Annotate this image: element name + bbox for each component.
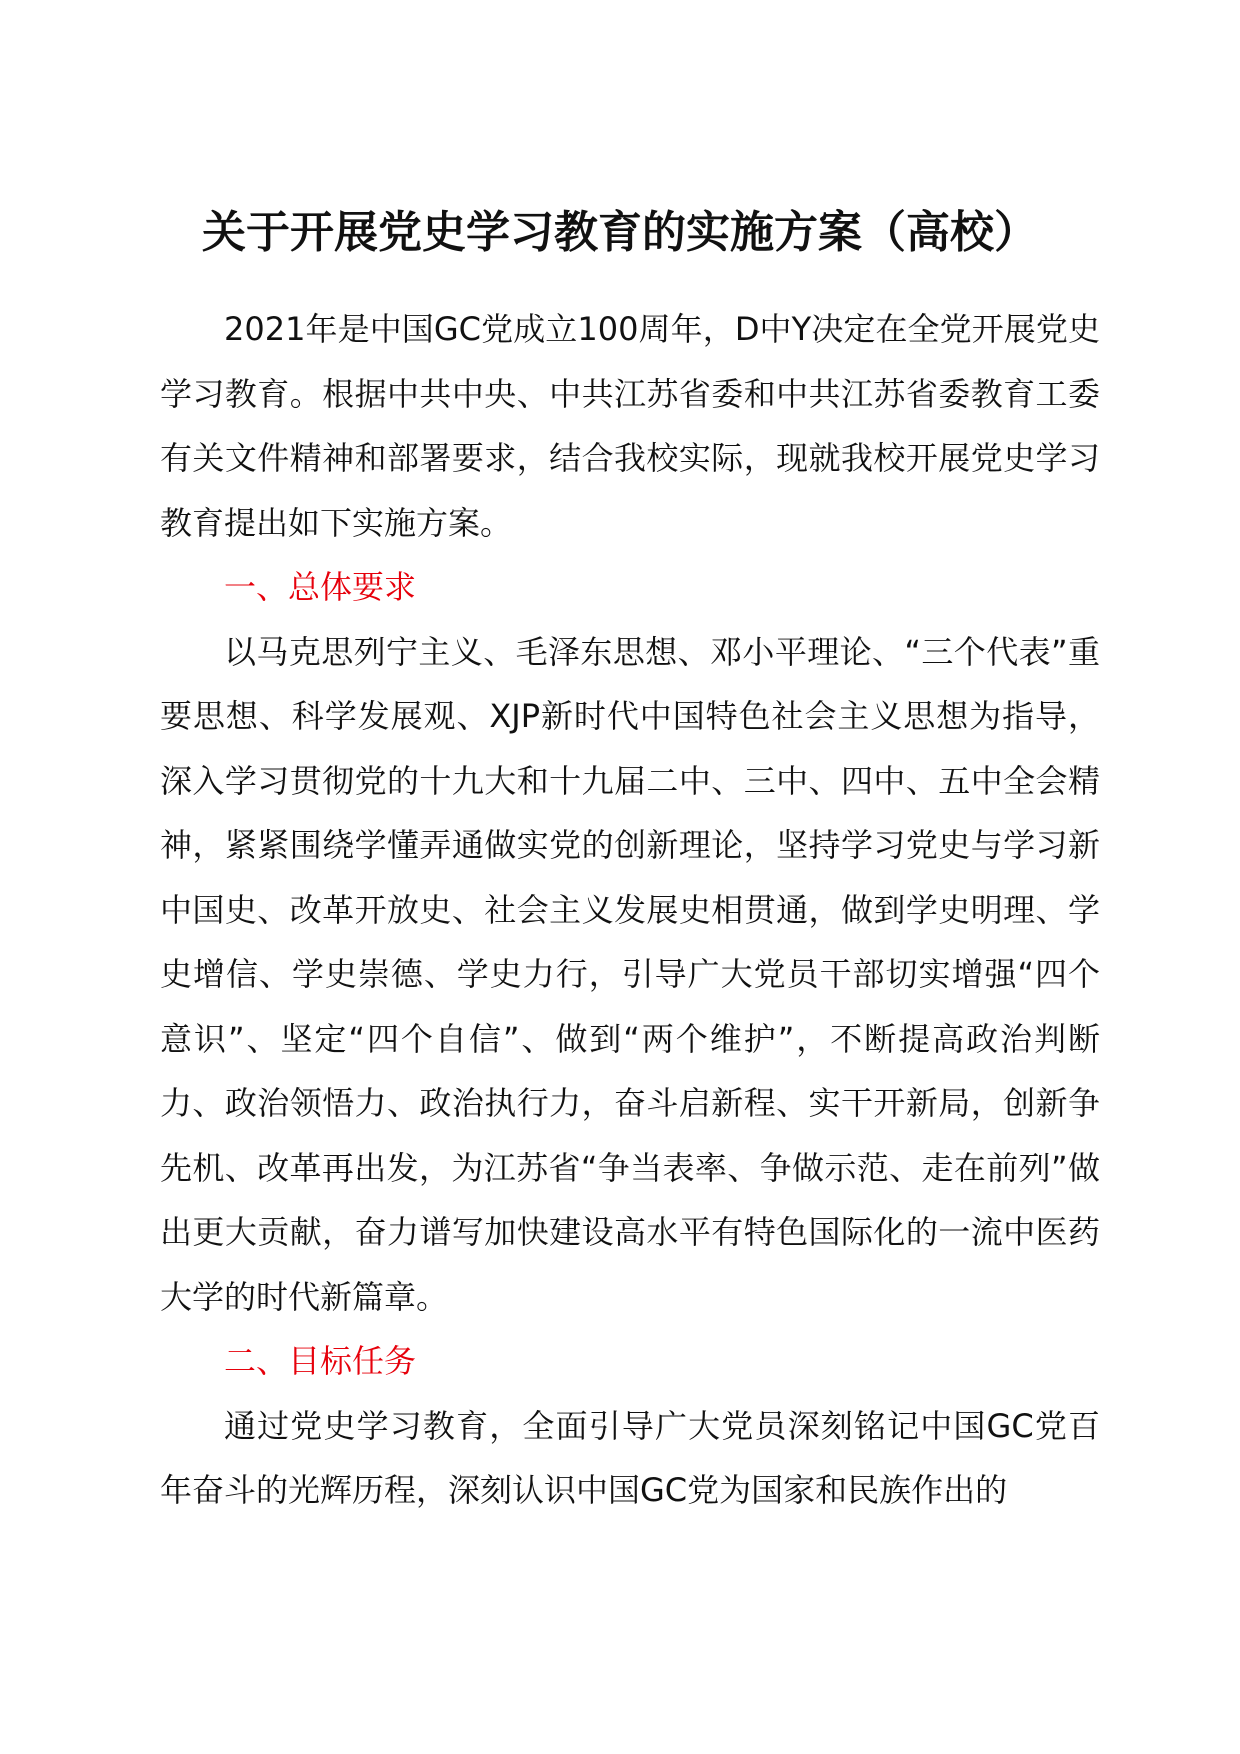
goals-tasks-paragraph: 通过党史学习教育，全面引导广大党员深刻铭记中国GC党百年奋斗的光辉历程，深刻认识中国GC党为国家和民族作出的 — [160, 1406, 1100, 1509]
section-heading-goals-tasks: 二、目标任务 — [224, 1342, 417, 1380]
document-title: 关于开展党史学习教育的实施方案（高校） — [202, 207, 1038, 258]
intro-paragraph: 2021年是中国GC党成立100周年，D中Y决定在全党开展党史学习教育。根据中共中央、中共江苏省委和中共江苏省委教育工委有关文件精神和部署要求，结合我校实际，现就我校开展党史学习教育提出如下实施方案。 — [160, 310, 1100, 542]
section-heading-general-requirements: 一、总体要求 — [224, 568, 417, 606]
document-body — [160, 297, 1100, 1523]
general-requirements-paragraph: 以马克思列宁主义、毛泽东思想、邓小平理论、“三个代表”重要思想、科学发展观、XJP新时代中国特色社会主义思想为指导，深入学习贯彻党的十九大和十九届二中、三中、四中、五中全会精神，紧紧围绕学懂弄通做实党的创新理论，坚持学习党史与学习新中国史、改革开放史、社会主义发展史相贯通，做到学史明理、学史增信、学史崇德、学史力行，引导广大党员干部切实增强“四个意识”、坚定“四个自信”、做到“两个维护”，不断提高政治判断力、政治领悟力、政治执行力，奋斗启新程、实干开新局，创新争先机、改革再出发，为江苏省“争当表率、争做示范、走在前列”做出更大贡献，奋力谱写加快建设高水平有特色国际化的一流中医药大学的时代新篇章。 — [160, 632, 1100, 1316]
